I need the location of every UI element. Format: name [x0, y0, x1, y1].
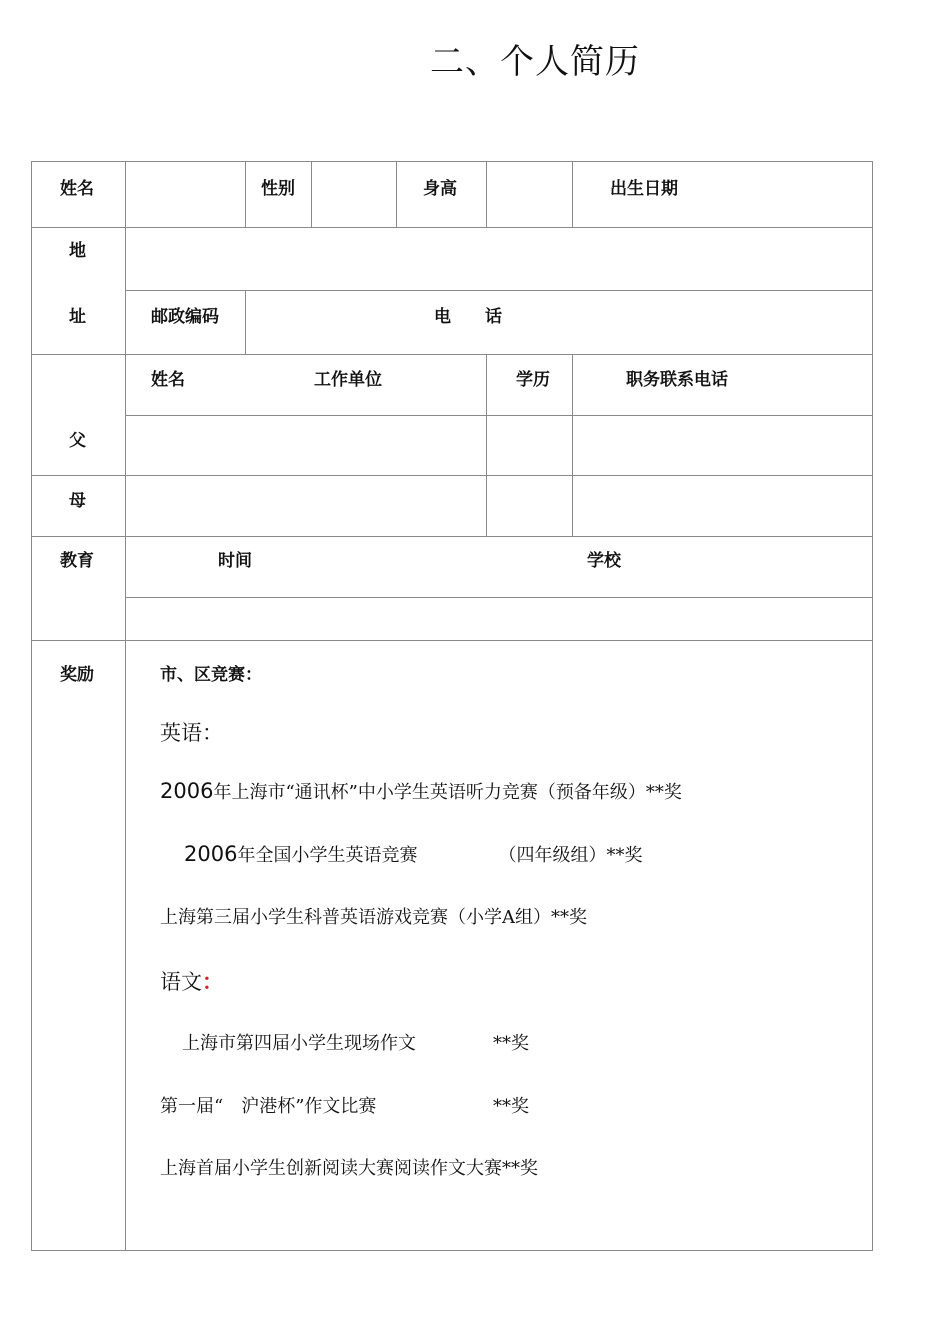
height-label: 身高	[423, 179, 457, 199]
english-award-item	[160, 778, 682, 804]
awards-heading: 市、区竞赛：	[160, 665, 262, 685]
birthdate-label: 出生日期	[610, 179, 678, 199]
address-field[interactable]	[126, 228, 872, 290]
family-edu-header: 学历	[516, 370, 550, 390]
awards-label: 奖励	[60, 665, 94, 685]
mother-info-field[interactable]	[126, 476, 486, 536]
award-text: 上海首届小学生创新阅读大赛阅读作文大赛**奖	[160, 1158, 538, 1179]
award-year: 2006	[160, 779, 214, 803]
table-col-rule	[396, 161, 397, 227]
english-heading: 英语：	[160, 721, 223, 745]
height-field[interactable]	[487, 162, 572, 227]
father-label: 父	[69, 431, 86, 451]
address-label-top: 地	[69, 241, 86, 261]
chinese-heading	[160, 966, 223, 996]
table-rule	[31, 640, 873, 641]
table-col-rule	[125, 161, 126, 1251]
address-label-bottom: 址	[69, 307, 86, 327]
education-entry-field[interactable]	[126, 598, 872, 640]
table-rule	[31, 536, 873, 537]
english-award-item	[184, 841, 642, 867]
table-border-right	[872, 161, 873, 1251]
chinese-award-result: **奖	[493, 1096, 529, 1117]
award-text: 上海市第四届小学生现场作文	[182, 1033, 416, 1054]
award-text: 上海第三届小学生科普英语游戏竞赛（小学A组）**奖	[160, 907, 587, 928]
chinese-award-item	[160, 1154, 538, 1180]
name-label: 姓名	[60, 179, 94, 199]
gender-field[interactable]	[312, 162, 396, 227]
education-label: 教育	[60, 551, 94, 571]
award-year: 2006	[184, 842, 238, 866]
table-col-rule	[245, 290, 246, 354]
chinese-award-item	[182, 1029, 416, 1055]
table-col-rule	[572, 354, 573, 536]
education-school-header: 学校	[587, 551, 621, 571]
award-text: 年全国小学生英语竞赛 （四年级组）**奖	[237, 845, 643, 866]
gender-label: 性别	[261, 179, 295, 199]
family-name-header: 姓名	[151, 370, 185, 390]
page-title: 二、个人简历	[430, 42, 640, 82]
table-border-left	[31, 161, 32, 1251]
table-rule	[31, 354, 873, 355]
postcode-label: 邮政编码	[151, 307, 219, 327]
award-text: 年上海市“通讯杯”中小学生英语听力竞赛（预备年级）**奖	[213, 782, 682, 803]
table-rule	[125, 290, 873, 291]
chinese-award-result: **奖	[493, 1033, 529, 1054]
phone-label: 电 话	[434, 307, 502, 327]
english-award-item	[160, 903, 587, 929]
award-text: 第一届“ 沪港杯”作文比赛	[160, 1096, 377, 1117]
name-field[interactable]	[126, 162, 245, 227]
father-info-field[interactable]	[126, 416, 486, 475]
table-col-rule	[486, 354, 487, 536]
chinese-heading-colon: ：	[202, 970, 223, 994]
table-border-bottom	[31, 1250, 873, 1251]
chinese-award-item	[160, 1092, 376, 1118]
chinese-heading-text: 语文	[160, 970, 202, 994]
table-col-rule	[572, 161, 573, 227]
family-duty-phone-header: 职务联系电话	[626, 370, 728, 390]
family-work-header: 工作单位	[314, 370, 382, 390]
education-time-header: 时间	[218, 551, 252, 571]
table-col-rule	[245, 161, 246, 227]
mother-label: 母	[69, 491, 86, 511]
